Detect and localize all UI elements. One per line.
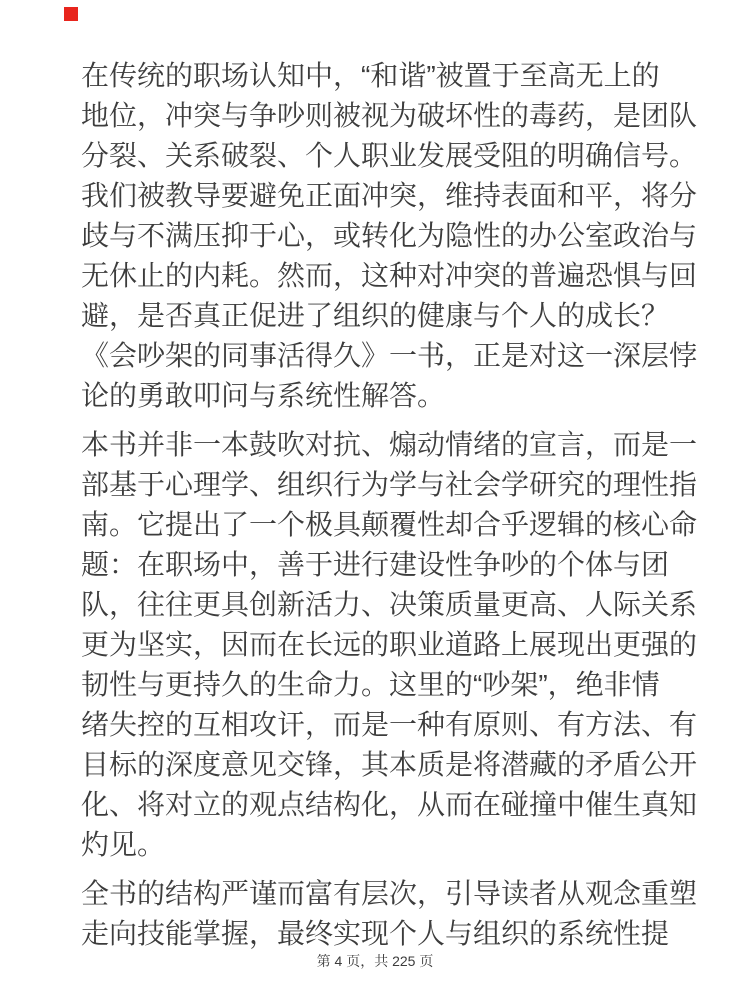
text-line: 地位，冲突与争吵则被视为破坏性的毒药，是团队	[81, 100, 698, 131]
text-line: 题：在职场中，善于进行建设性争吵的个体与团	[81, 549, 670, 580]
text-line: 目标的深度意见交锋，其本质是将潜藏的矛盾公开	[81, 749, 698, 780]
paragraph	[81, 425, 698, 865]
text-line: 本书并非一本鼓吹对抗、煽动情绪的宣言，而是一	[81, 429, 698, 460]
text-line: 走向技能掌握，最终实现个人与组织的系统性提	[81, 918, 670, 949]
page-footer	[0, 952, 750, 970]
text-line: 避，是否真正促进了组织的健康与个人的成长？	[81, 300, 670, 331]
text-line: 韧性与更持久的生命力。这里的“吵架”，绝非情	[81, 669, 660, 700]
text-line: 论的勇敢叩问与系统性解答。	[81, 380, 446, 411]
text-line: 绪失控的互相攻讦，而是一种有原则、有方法、有	[81, 709, 698, 740]
text-line: 灼见。	[81, 829, 166, 860]
text-line: 在传统的职场认知中，“和谐”被置于至高无上的	[81, 60, 660, 91]
text-line: 队，往往更具创新活力、决策质量更高、人际关系	[81, 589, 698, 620]
page-number-indicator: 第 4 页，共 225 页	[316, 953, 434, 969]
text-line: 我们被教导要避免正面冲突，维持表面和平，将分	[81, 180, 698, 211]
text-line: 南。它提出了一个极具颠覆性却合乎逻辑的核心命	[81, 509, 698, 540]
text-line: 更为坚实，因而在长远的职业道路上展现出更强的	[81, 629, 698, 660]
text-line: 《会吵架的同事活得久》一书，正是对这一深层悖	[81, 340, 698, 371]
paragraph	[81, 56, 698, 416]
paragraph	[81, 874, 698, 954]
text-line: 全书的结构严谨而富有层次，引导读者从观念重塑	[81, 878, 698, 909]
text-line: 无休止的内耗。然而，这种对冲突的普遍恐惧与回	[81, 260, 698, 291]
text-line: 部基于心理学、组织行为学与社会学研究的理性指	[81, 469, 698, 500]
text-line: 歧与不满压抑于心，或转化为隐性的办公室政治与	[81, 220, 698, 251]
red-square-marker	[64, 7, 78, 21]
text-line: 化、将对立的观点结构化，从而在碰撞中催生真知	[81, 789, 698, 820]
document-body	[81, 56, 698, 963]
text-line: 分裂、关系破裂、个人职业发展受阻的明确信号。	[81, 140, 698, 171]
